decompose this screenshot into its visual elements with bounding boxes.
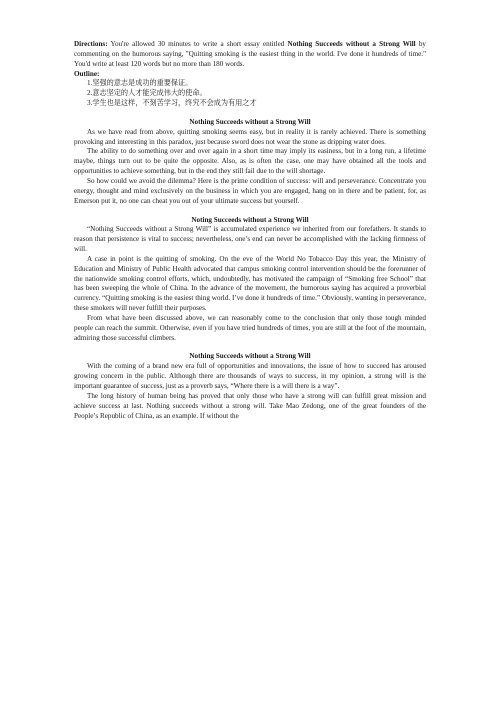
outline-title: Outline:: [74, 69, 100, 78]
essay-1-paragraph-3: So how could we avoid the dilemma? Here is the prime condition of success: will and perseverance. Concentrate you energy, thought and mind exclusively on the business in which you are engaged, hang on in there and be patient, for, as Emerson put it, no one can cheat you out of your ultimate success but yourself.: [74, 176, 426, 205]
essay-2-paragraph-2: A case in point is the quitting of smoking. On the eve of the World No Tobacco Day this year, the Ministry of Education and Ministry of Public Health advocated that campus smoking control intervention should be the forerunner of the nationwide smoking control efforts, which, undoubtedly, has motivated the campaign of “Smoking free School” that has been sweeping the whole of China. In the advance of the movement, the humorous saying has acquired a proverbial currency. “Quitting smoking is the easiest thing world. I’ve done it hundreds of time.” Obviously, wanting in perseverance, these smokers will never fulfill their purposes.: [74, 254, 426, 313]
outline-item-2: 2.意志坚定的人才能完成伟大的使命。: [87, 89, 207, 98]
outline-item-1: 1.坚强的意志是成功的重要保证。: [87, 79, 193, 88]
document-page: [74, 40, 426, 421]
directions-text-start: You're allowed 30 minutes to write a short essay entitled: [107, 40, 288, 48]
essay-2-paragraph-1: “Nothing Succeeds without a Strong Will” is accumulated experience we inherited from our forefathers. It stands to reason that persistence is vital to success; nevertheless, one’s end can never be accomplished with the lacking firmness of will.: [74, 225, 426, 254]
directions-label: Directions:: [74, 40, 108, 48]
essay-1: [74, 118, 426, 207]
essay-2-title: Noting Succeeds without a Strong Will: [191, 215, 309, 224]
essay-3: [74, 352, 426, 421]
directions-text-end: by commenting on the humorous saying, "Quitting smoking is the easiest thing in the world. I've done it hundreds of time." You'd write at least 120 words but no more than 180 words.: [74, 40, 426, 68]
directions-paragraph: [74, 40, 426, 70]
essay-1-paragraph-2: The ability to do something over and over again in a short time may imply its easiness, but in a long run, a lifetime maybe, things turn out to be quite the opposite. Also, as is often the case, one may have obtained all the tools and opportunities to achieve something, but in the end they still fail due to the will shortage.: [74, 147, 426, 176]
directions-essay-title: Nothing Succeeds without a Strong Will: [287, 40, 416, 48]
essay-1-paragraph-1: As we have read from above, quitting smoking seems easy, but in reality it is rarely achieved. There is something provoking and interesting in this paradox, just because sword does not wear the stone as dripping water does.: [74, 127, 426, 146]
essay-3-paragraph-2: The long history of human being has proved that only those who have a strong will can fulfill great mission and achieve success at last. Nothing succeeds without a strong will. Take Mao Zedong, one of the great founders of the People’s Republic of China, as an example. If without the: [74, 391, 426, 420]
essay-3-title: Nothing Succeeds without a Strong Will: [189, 352, 311, 361]
essay-2: [74, 216, 426, 344]
outline-item-3: 3.学生也是这样，不刻苦学习，终究不会成为有用之才: [87, 99, 257, 108]
essay-3-paragraph-1: With the coming of a brand new era full of opportunities and innovations, the issue of how to succeed has aroused growing concern in the public. Although there are thousands of ways to success, in my opinion, a strong will is the important guarantee of success, just as a proverb says, “Where there is a will there is a way”.: [74, 362, 426, 390]
essay-1-title: Nothing Succeeds without a Strong Will: [189, 117, 311, 126]
essay-2-paragraph-3: From what have been discussed above, we can reasonably come to the conclusion that only those tough minded people can reach the summit. Otherwise, even if you have tried hundreds of times, you are still at the foot of the mountain, admiring those successful climbers.: [74, 313, 426, 342]
